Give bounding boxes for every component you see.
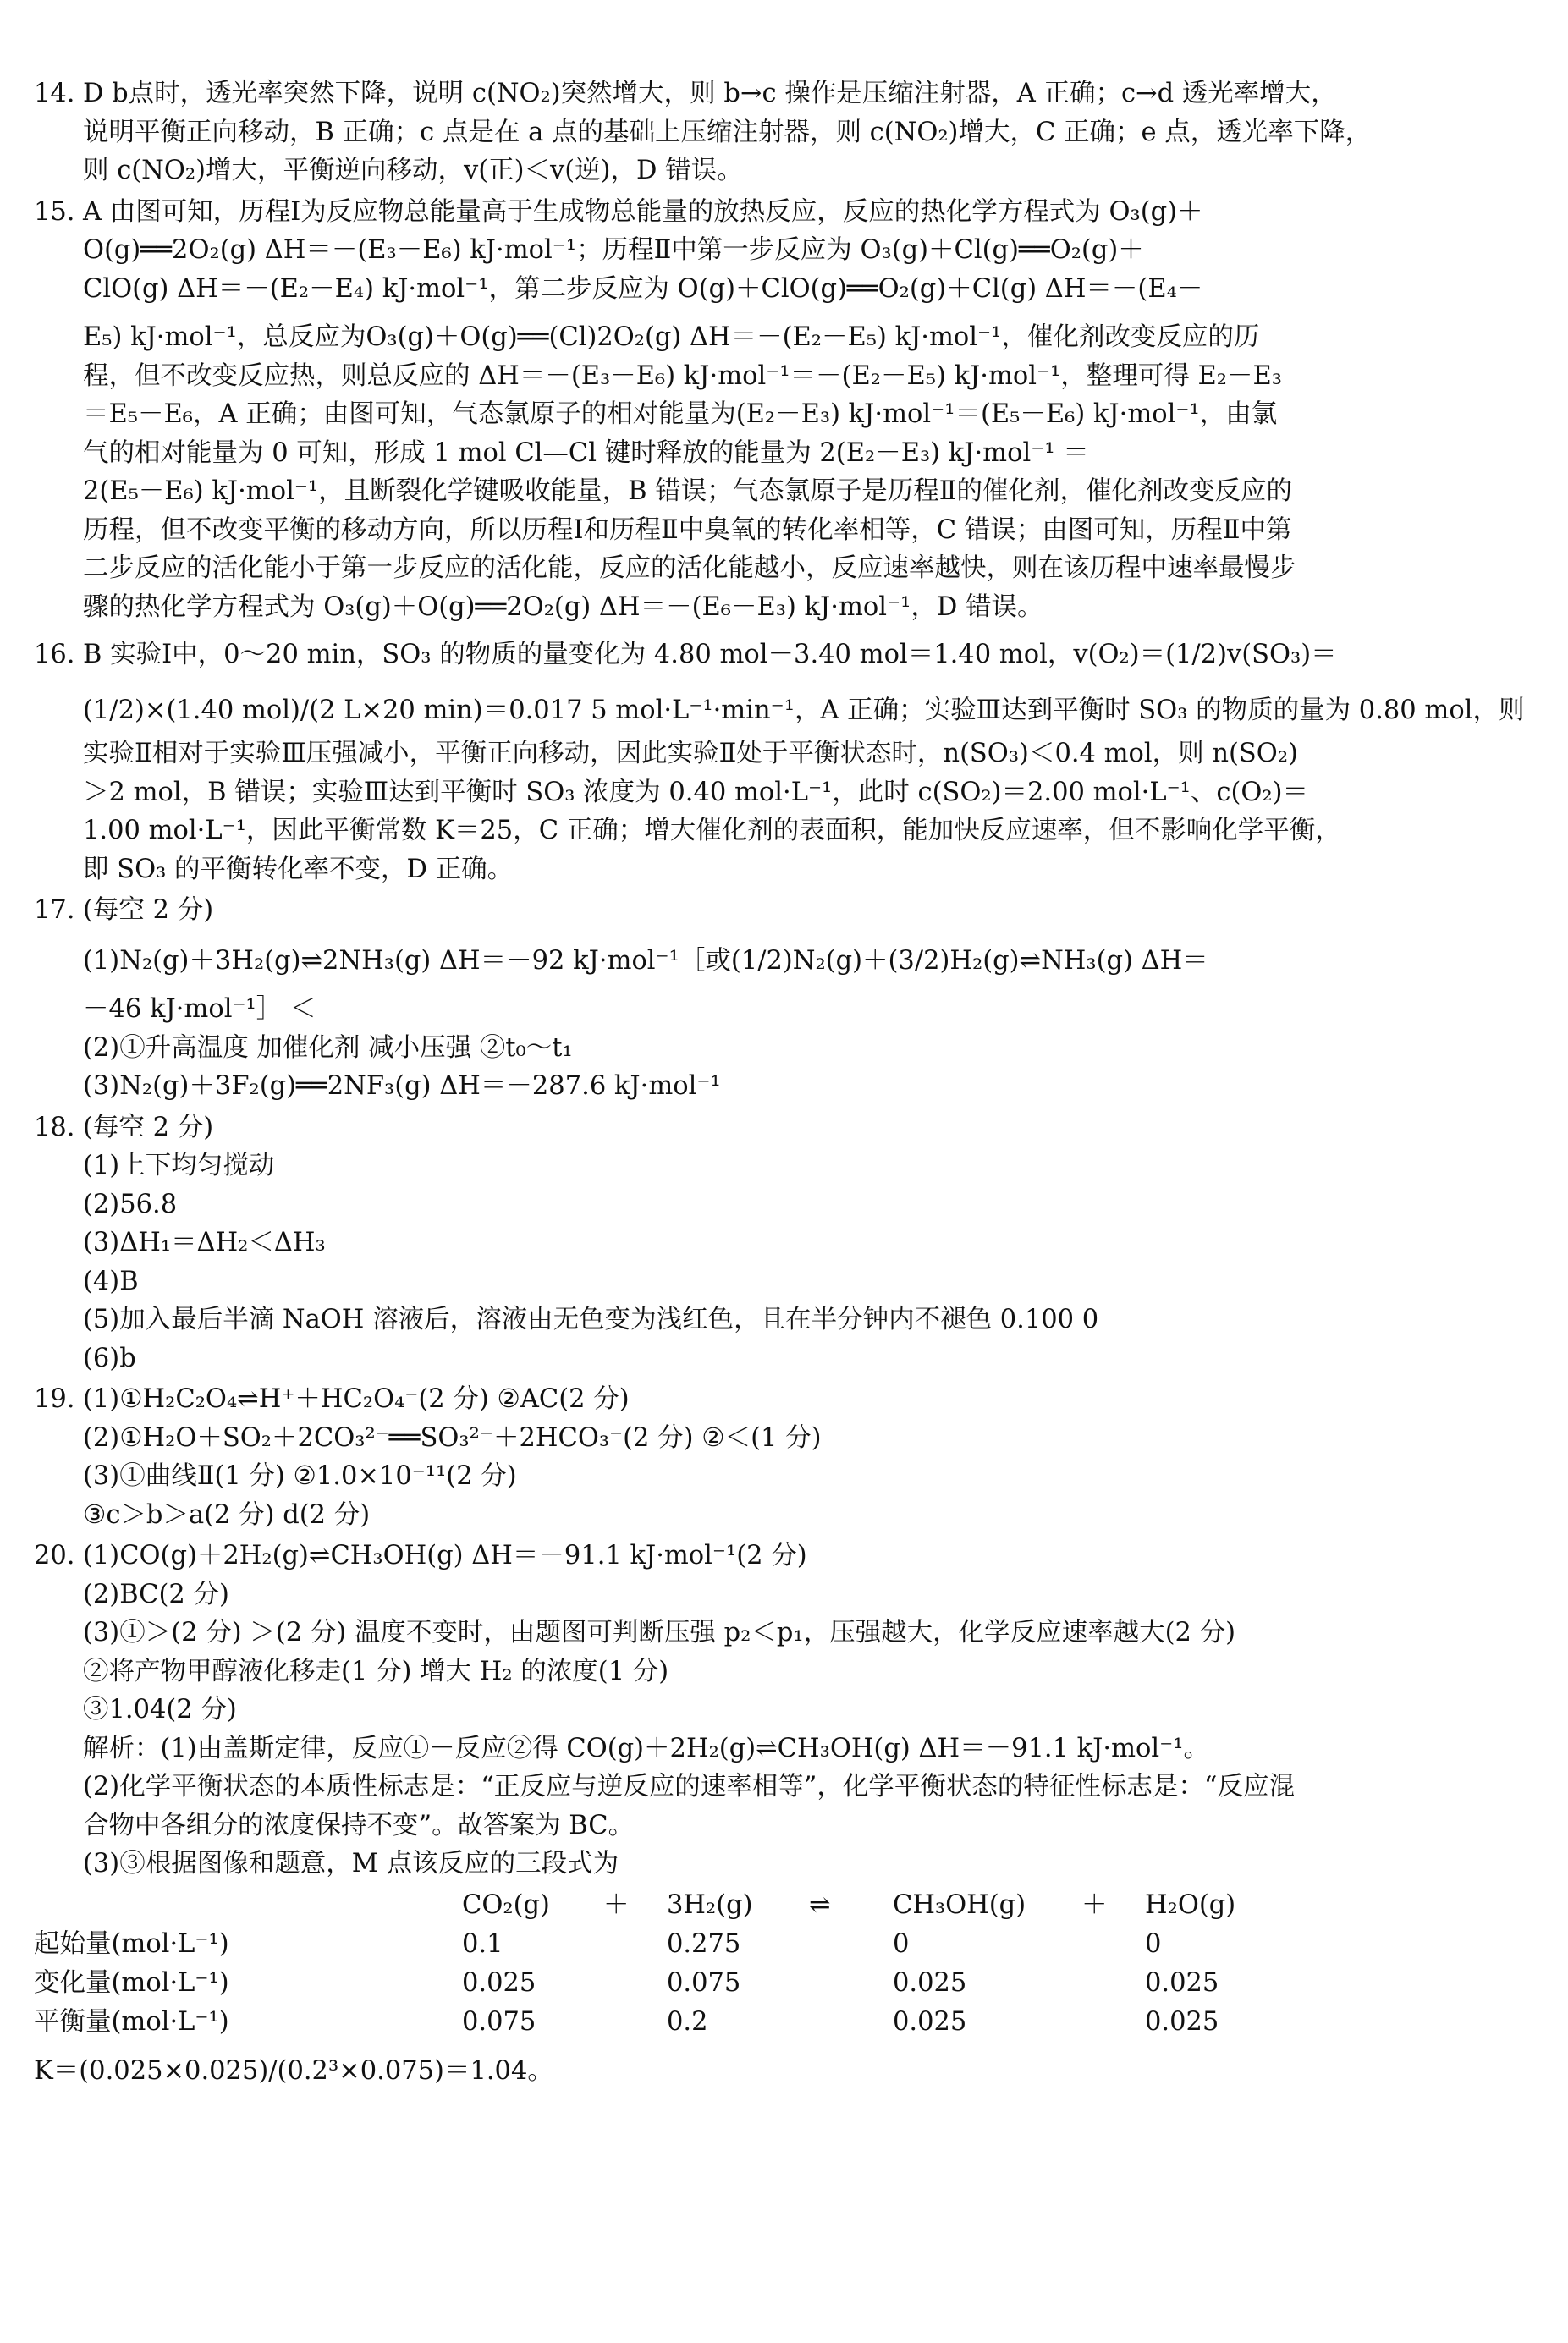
text-line: (每空 2 分) (83, 1112, 214, 1142)
question-number: 14. (34, 79, 75, 108)
answer-15 (34, 193, 1540, 627)
table-header-cell: ＋ (603, 1889, 630, 1920)
text-line: B 实验Ⅰ中，0～20 min，SO₃ 的物质的量变化为 4.80 mol－3.40 mol＝1.40 mol，v(O₂)＝(1/2)v(SO₃)＝ (83, 640, 1337, 669)
three-stage-table (34, 1886, 1540, 2115)
text-line: (3)①曲线Ⅱ(1 分) ②1.0×10⁻¹¹(2 分) (83, 1461, 517, 1491)
text-line: 即 SO₃ 的平衡转化率不变，D 正确。 (83, 854, 514, 884)
text-line: O(g)══2O₂(g) ΔH＝－(E₃－E₆) kJ·mol⁻¹；历程Ⅱ中第一步反应为 O₃(g)＋Cl(g)══O₂(g)＋ (83, 235, 1144, 265)
answer-18 (34, 1108, 1540, 1378)
table-cell: 0 (1145, 1928, 1162, 1959)
text-line: (5)加入最后半滴 NaOH 溶液后，溶液由无色变为浅红色，且在半分钟内不褪色 0.100 0 (83, 1305, 1099, 1334)
answer-14 (34, 74, 1540, 190)
text-line: (2)56.8 (83, 1189, 178, 1219)
text-line: ③1.04(2 分) (83, 1695, 237, 1724)
table-header-cell: ⇌ (809, 1889, 831, 1920)
text-line: ClO(g) ΔH＝－(E₂－E₄) kJ·mol⁻¹，第二步反应为 O(g)＋ClO(g)══O₂(g)＋Cl(g) ΔH＝－(E₄－ (83, 273, 1203, 304)
text-line: －46 kJ·mol⁻¹］ ＜ (83, 994, 316, 1024)
text-line: (1)CO(g)＋2H₂(g)⇌CH₃OH(g) ΔH＝－91.1 kJ·mol⁻¹(2 分) (83, 1541, 807, 1570)
table-cell: 0.2 (667, 2006, 708, 2037)
text-line: 历程，但不改变平衡的移动方向，所以历程Ⅰ和历程Ⅱ中臭氧的转化率相等，C 错误；由图可知，历程Ⅱ中第 (83, 514, 1292, 545)
text-line: 说明平衡正向移动，B 正确；c 点是在 a 点的基础上压缩注射器，则 c(NO₂)增大，C 正确；e 点，透光率下降， (83, 117, 1372, 147)
text-line: 合物中各组分的浓度保持不变”。故答案为 BC。 (83, 1810, 635, 1840)
answer-17 (34, 891, 1540, 1106)
text-line: (2)化学平衡状态的本质性标志是：“正反应与逆反应的速率相等”，化学平衡状态的特征性标志是：“反应混 (83, 1772, 1295, 1801)
text-line: (3)③根据图像和题意，M 点该反应的三段式为 (83, 1849, 619, 1878)
text-line: (1)①H₂C₂O₄⇌H⁺＋HC₂O₄⁻(2 分) ②AC(2 分) (83, 1384, 630, 1414)
table-header-cell: H₂O(g) (1145, 1889, 1236, 1920)
text-line: 则 c(NO₂)增大，平衡逆向移动，v(正)＜v(逆)，D 错误。 (83, 156, 743, 185)
table-header-cell: CO₂(g) (462, 1889, 550, 1920)
table-cell: 0.025 (462, 1967, 536, 1998)
text-line: (6)b (83, 1343, 136, 1373)
text-line: (1)上下均匀搅动 (83, 1151, 275, 1180)
table-header-cell: ＋ (1081, 1889, 1108, 1920)
table-cell: 0.075 (462, 2006, 536, 2037)
text-line: 气的相对能量为 0 可知，形成 1 mol Cl—Cl 键时释放的能量为 2(E₂－E₃) kJ·mol⁻¹ ＝ (83, 437, 1089, 468)
table-cell: 0.275 (667, 1928, 741, 1959)
text-line: ＝E₅－E₆，A 正确；由图可知，气态氯原子的相对能量为(E₂－E₃) kJ·mol⁻¹＝(E₅－E₆) kJ·mol⁻¹，由氯 (83, 399, 1278, 429)
text-line: ②将产物甲醇液化移走(1 分) 增大 H₂ 的浓度(1 分) (83, 1656, 669, 1686)
text-line: (1)N₂(g)＋3H₂(g)⇌2NH₃(g) ΔH＝－92 kJ·mol⁻¹［或(1/2)N₂(g)＋(3/2)H₂(g)⇌NH₃(g) ΔH＝ (83, 945, 1208, 976)
question-number: 18. (34, 1112, 75, 1142)
table-cell: 0.075 (667, 1967, 741, 1998)
question-number: 15. (34, 196, 75, 227)
answer-20 (34, 1537, 1540, 1884)
text-line: (3)N₂(g)＋3F₂(g)══2NF₃(g) ΔH＝－287.6 kJ·mol⁻¹ (83, 1071, 721, 1101)
text-line: (3)ΔH₁＝ΔH₂＜ΔH₃ (83, 1228, 326, 1257)
text-line: 实验Ⅱ相对于实验Ⅲ压强减小，平衡正向移动，因此实验Ⅱ处于平衡状态时，n(SO₃)＜0.4 mol，则 n(SO₂) (83, 739, 1298, 768)
text-line: A 由图可知，历程Ⅰ为反应物总能量高于生成物总能量的放热反应，反应的热化学方程式为 O₃(g)＋ (83, 196, 1203, 227)
table-row-label: 起始量(mol·L⁻¹) (34, 1928, 229, 1959)
table-header-cell: CH₃OH(g) (893, 1889, 1026, 1920)
question-number: 16. (34, 640, 75, 669)
k-expression: K＝(0.025×0.025)/(0.2³×0.075)＝1.04。 (34, 2055, 553, 2086)
question-number: 19. (34, 1384, 75, 1414)
text-line: 2(E₅－E₆) kJ·mol⁻¹，且断裂化学键吸收能量，B 错误；气态氯原子是历程Ⅱ的催化剂，催化剂改变反应的 (83, 476, 1292, 506)
answer-page (34, 74, 1540, 2115)
question-number: 17. (34, 895, 75, 925)
table-row-label: 变化量(mol·L⁻¹) (34, 1967, 229, 1998)
answer-16 (34, 635, 1540, 888)
answer-19 (34, 1380, 1540, 1534)
question-number: 20. (34, 1541, 75, 1570)
table-cell: 0.025 (893, 1967, 967, 1998)
text-line: 程，但不改变反应热，则总反应的 ΔH＝－(E₃－E₆) kJ·mol⁻¹＝－(E₂－E₅) kJ·mol⁻¹，整理可得 E₂－E₃ (83, 360, 1282, 391)
text-line: 解析：(1)由盖斯定律，反应①－反应②得 CO(g)＋2H₂(g)⇌CH₃OH(g) ΔH＝－91.1 kJ·mol⁻¹。 (83, 1733, 1209, 1763)
table-header-cell: 3H₂(g) (667, 1889, 753, 1920)
text-line: E₅) kJ·mol⁻¹，总反应为O₃(g)＋O(g)══(Cl)2O₂(g) ΔH＝－(E₂－E₅) kJ·mol⁻¹，催化剂改变反应的历 (83, 322, 1260, 352)
text-line: (2)①升高温度 加催化剂 减小压强 ②t₀～t₁ (83, 1032, 573, 1063)
text-line: (每空 2 分) (83, 895, 214, 925)
table-cell: 0.025 (1145, 2006, 1219, 2037)
text-line: 骤的热化学方程式为 O₃(g)＋O(g)══2O₂(g) ΔH＝－(E₆－E₃) kJ·mol⁻¹，D 错误。 (83, 591, 1043, 622)
text-line: ③c＞b＞a(2 分) d(2 分) (83, 1499, 371, 1530)
table-row-label: 平衡量(mol·L⁻¹) (34, 2006, 229, 2037)
table-cell: 0 (893, 1928, 910, 1959)
text-line: (2)①H₂O＋SO₂＋2CO₃²⁻══SO₃²⁻＋2HCO₃⁻(2 分) ②＜(1 分) (83, 1422, 822, 1453)
text-line: D b点时，透光率突然下降，说明 c(NO₂)突然增大，则 b→c 操作是压缩注射器，A 正确；c→d 透光率增大， (83, 79, 1337, 108)
table-cell: 0.1 (462, 1928, 503, 1959)
table-cell: 0.025 (1145, 1967, 1219, 1998)
text-line: (1/2)×(1.40 mol)/(2 L×20 min)＝0.017 5 mol·L⁻¹·min⁻¹，A 正确；实验Ⅲ达到平衡时 SO₃ 的物质的量为 0.80 mol，则 (83, 695, 1525, 725)
text-line: 1.00 mol·L⁻¹，因此平衡常数 K＝25，C 正确；增大催化剂的表面积，能加快反应速率，但不影响化学平衡， (83, 816, 1341, 845)
table-cell: 0.025 (893, 2006, 967, 2037)
text-line: (2)BC(2 分) (83, 1579, 229, 1609)
text-line: ＞2 mol，B 错误；实验Ⅲ达到平衡时 SO₃ 浓度为 0.40 mol·L⁻¹，此时 c(SO₂)＝2.00 mol·L⁻¹、c(O₂)＝ (83, 777, 1309, 807)
text-line: (4)B (83, 1266, 139, 1296)
text-line: 二步反应的活化能小于第一步反应的活化能，反应的活化能越小，反应速率越快，则在该历程中速率最慢步 (83, 553, 1296, 583)
text-line: (3)①＞(2 分) ＞(2 分) 温度不变时，由题图可判断压强 p₂＜p₁，压强越大，化学反应速率越大(2 分) (83, 1618, 1235, 1647)
